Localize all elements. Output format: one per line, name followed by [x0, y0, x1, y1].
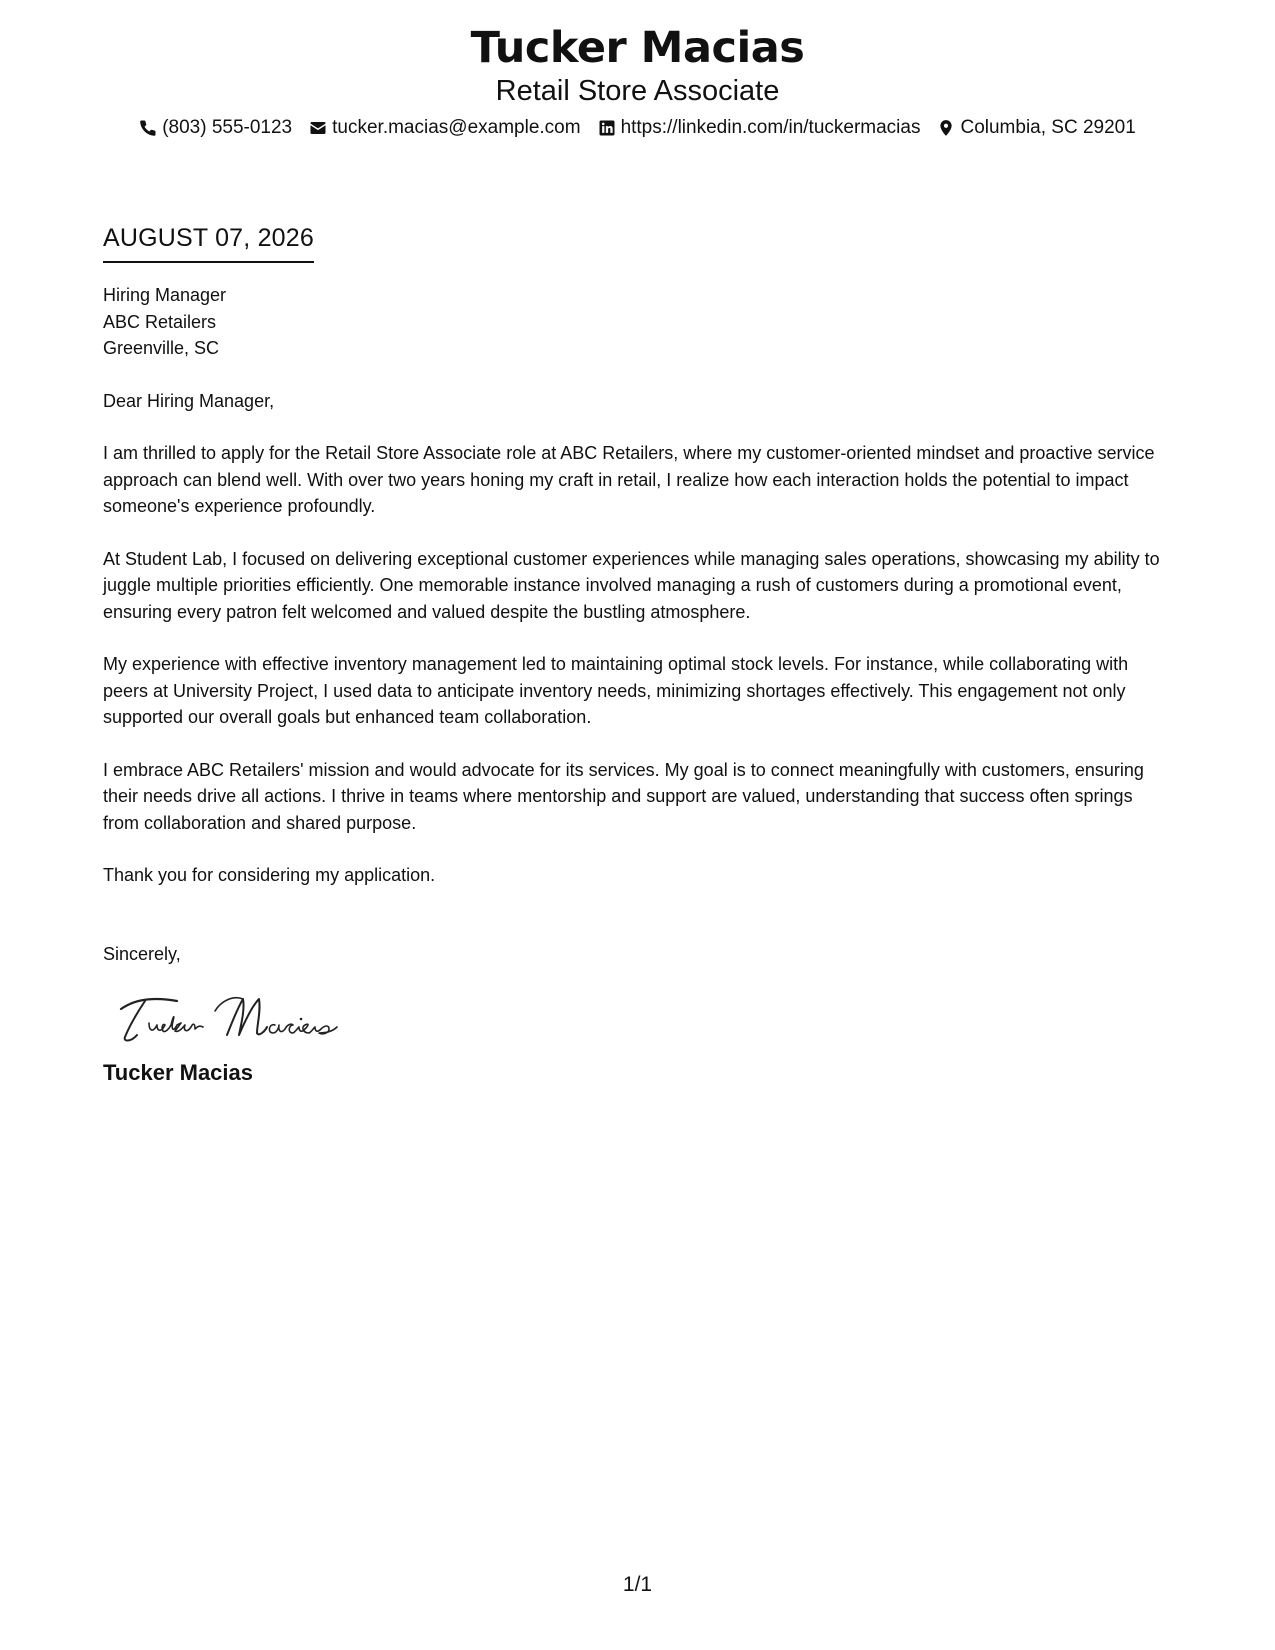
applicant-name: Tucker Macias — [470, 23, 805, 73]
contact-location — [937, 115, 1135, 141]
contact-linkedin — [598, 115, 921, 141]
closing-thanks: Thank you for considering my application. — [103, 865, 436, 885]
recipient-line: Hiring Manager — [103, 285, 227, 305]
linkedin-url: https://linkedin.com/in/tuckermacias — [620, 117, 921, 138]
recipient-address — [103, 282, 1173, 362]
contact-phone — [139, 115, 292, 141]
phone-icon — [139, 119, 157, 137]
handwritten-signature — [115, 987, 355, 1047]
email-address: tucker.macias@example.com — [332, 117, 581, 138]
contact-info — [0, 115, 1275, 141]
contact-email — [309, 115, 580, 141]
signoff: Sincerely, — [103, 943, 181, 964]
letter-body — [103, 282, 1173, 1087]
page-number: 1/1 — [622, 1573, 653, 1596]
linkedin-icon — [598, 119, 616, 137]
location-text: Columbia, SC 29201 — [960, 117, 1136, 138]
body-paragraph: I embrace ABC Retailers' mission and would advocate for its services. My goal is to connect meaningfully with customers, ensuring their needs drive all actions. I thrive in teams where mentorship and support are valued, understanding that success often springs from collaboration and shared purpose. — [103, 759, 1144, 833]
body-paragraph: At Student Lab, I focused on delivering exceptional customer experiences while managing sales operations, showcasing my ability to juggle multiple priorities efficiently. One memorable instance involved managing a rush of customers during a promotional event, ensuring every patron felt welcomed and valued despite the bustling atmosphere. — [103, 548, 1160, 622]
body-paragraph: My experience with effective inventory management led to maintaining optimal stock levels. For instance, while collaborating with peers at University Project, I used data to anticipate inventory needs, minimizing shortages effectively. This engagement not only supported our overall goals but enhanced team collaboration. — [103, 654, 1129, 727]
envelope-icon — [309, 119, 327, 137]
letter-header — [0, 22, 1275, 141]
signed-name: Tucker Macias — [103, 1060, 254, 1085]
map-marker-icon — [937, 119, 955, 137]
applicant-title: Retail Store Associate — [495, 75, 780, 107]
phone-number: (803) 555-0123 — [162, 117, 293, 138]
salutation: Dear Hiring Manager, — [103, 390, 275, 411]
recipient-line: ABC Retailers — [103, 311, 217, 332]
body-paragraph: I am thrilled to apply for the Retail Store Associate role at ABC Retailers, where my customer-oriented mindset and proactive service approach can blend well. With over two years honing my craft in retail, I realize how each interaction holds the potential to impact someone's experience profoundly. — [103, 443, 1155, 516]
letter-date: AUGUST 07, 2026 — [103, 222, 314, 263]
recipient-line: Greenville, SC — [103, 338, 220, 358]
date-block — [103, 222, 314, 263]
